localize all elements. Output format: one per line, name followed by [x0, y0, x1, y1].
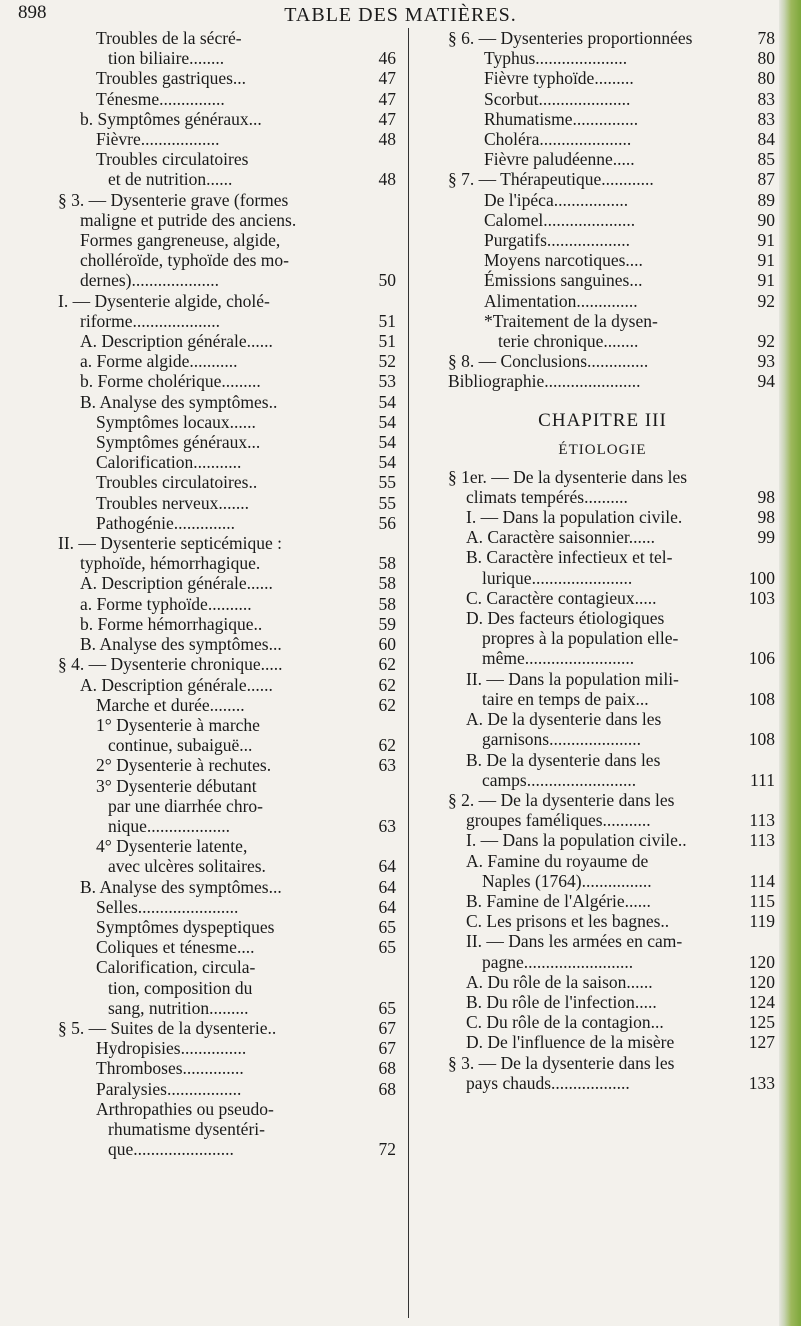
toc-entry-text: sang, nutrition......... — [108, 997, 249, 1018]
toc-entry-text: même......................... — [482, 648, 635, 669]
toc-entry-page: 55 — [378, 472, 396, 493]
toc-entry-text: Purgatifs................... — [484, 230, 630, 251]
toc-entry — [430, 250, 775, 270]
toc-entry-text: pays chauds.................. — [466, 1072, 630, 1093]
toc-entry — [58, 1139, 396, 1159]
toc-entry-text: Paralysies................. — [96, 1078, 242, 1099]
toc-entry — [430, 487, 775, 507]
toc-entry-page: 51 — [378, 331, 396, 352]
toc-entry-text: que....................... — [108, 1139, 234, 1160]
toc-entry-page: 72 — [378, 1139, 396, 1160]
toc-entry — [430, 1053, 775, 1073]
toc-entry — [58, 937, 396, 957]
toc-entry-page: 119 — [749, 911, 775, 932]
toc-entry-text: II. — Dans les armées en cam- — [466, 931, 683, 952]
toc-entry — [430, 89, 775, 109]
toc-entry — [58, 634, 396, 654]
toc-entry-text: C. Les prisons et les bagnes.. — [466, 911, 670, 932]
toc-entry-text: § 3. — De la dysenterie dans les — [448, 1052, 675, 1073]
toc-entry-text: Fièvre.................. — [96, 129, 220, 150]
toc-entry-page: 111 — [750, 769, 775, 790]
toc-entry — [430, 230, 775, 250]
toc-entry — [430, 527, 775, 547]
toc-entry-page: 55 — [378, 492, 396, 513]
toc-entry — [58, 230, 396, 250]
toc-entry-text: Symptômes dyspeptiques — [96, 916, 275, 937]
toc-entry — [58, 351, 396, 371]
toc-entry-page: 63 — [378, 815, 396, 836]
toc-entry-text: Choléra..................... — [484, 129, 632, 150]
toc-entry — [58, 129, 396, 149]
toc-entry-page: 64 — [378, 876, 396, 897]
toc-entry — [58, 715, 396, 735]
toc-entry-page: 62 — [378, 694, 396, 715]
toc-entry-page: 103 — [748, 587, 775, 608]
toc-entry-page: 87 — [757, 169, 775, 190]
toc-entry — [58, 149, 396, 169]
toc-entry-page: 46 — [378, 48, 396, 69]
toc-entry-text: a. Forme algide........... — [80, 351, 238, 372]
toc-entry-text: Pathogénie.............. — [96, 512, 236, 533]
toc-entry-text: riforme.................... — [80, 310, 220, 331]
toc-entry-page: 100 — [748, 567, 775, 588]
toc-entry — [58, 48, 396, 68]
toc-entry-page: 91 — [757, 230, 775, 251]
divider — [408, 28, 409, 1318]
toc-entry-text: Typhus..................... — [484, 48, 628, 69]
toc-entry-text: b. Forme cholérique......... — [80, 371, 261, 392]
toc-entry-text: Symptômes locaux...... — [96, 411, 256, 432]
page-edge — [779, 0, 801, 1326]
toc-entry-text: II. — Dans la population mili- — [466, 668, 679, 689]
toc-entry-text: typhoïde, hémorrhagique. — [80, 553, 261, 574]
toc-entry-text: Calorification, circula- — [96, 957, 256, 978]
toc-entry — [58, 573, 396, 593]
toc-entry — [430, 608, 775, 628]
toc-entry — [430, 588, 775, 608]
toc-entry — [58, 493, 396, 513]
toc-entry-text: B. Famine de l'Algérie...... — [466, 890, 651, 911]
toc-entry — [430, 709, 775, 729]
toc-entry — [430, 270, 775, 290]
toc-entry-page: 58 — [378, 593, 396, 614]
toc-entry-text: Naples (1764)................ — [482, 870, 652, 891]
toc-entry-text: terie chronique........ — [498, 331, 639, 352]
toc-entry-page: 127 — [748, 1032, 775, 1053]
toc-entry-text: A. Du rôle de la saison...... — [466, 971, 653, 992]
toc-entry-text: b. Symptômes généraux... — [80, 108, 262, 129]
toc-entry-page: 99 — [757, 527, 775, 548]
toc-entry-page: 67 — [378, 1038, 396, 1059]
toc-entry-text: B. Analyse des symptômes... — [80, 876, 282, 897]
toc-entry-text: Thromboses.............. — [96, 1058, 244, 1079]
toc-entry-text: § 1er. — De la dysenterie dans les — [448, 466, 688, 487]
toc-right-column — [430, 28, 775, 1093]
toc-entry-page: 47 — [378, 88, 396, 109]
toc-entry — [58, 998, 396, 1018]
toc-entry-text: tion biliaire........ — [108, 48, 225, 69]
toc-entry — [58, 89, 396, 109]
toc-entry-page: 62 — [378, 654, 396, 675]
toc-entry-text: Émissions sanguines... — [484, 270, 643, 291]
chapter-subtitle: ÉTIOLOGIE — [558, 441, 647, 458]
toc-entry — [430, 972, 775, 992]
toc-entry-text: Hydropisies............... — [96, 1038, 247, 1059]
toc-entry-page: 90 — [757, 209, 775, 230]
toc-entry — [430, 190, 775, 210]
toc-entry — [430, 351, 775, 371]
toc-entry — [58, 1058, 396, 1078]
toc-entry — [58, 1079, 396, 1099]
toc-entry — [430, 210, 775, 230]
toc-entry — [430, 911, 775, 931]
toc-entry-page: 54 — [378, 452, 396, 473]
toc-entry-text: C. Du rôle de la contagion... — [466, 1012, 664, 1033]
toc-entry — [430, 628, 775, 648]
toc-entry-text: dernes).................... — [80, 270, 220, 291]
toc-entry-text: Moyens narcotiques.... — [484, 250, 643, 271]
toc-entry-page: 54 — [378, 432, 396, 453]
toc-entry — [430, 1032, 775, 1052]
toc-entry-text: Marche et durée........ — [96, 694, 245, 715]
toc-entry-text: avec ulcères solitaires. — [108, 856, 266, 877]
toc-entry — [58, 412, 396, 432]
toc-entry-text: Troubles gastriques... — [96, 68, 247, 89]
toc-entry — [58, 1038, 396, 1058]
toc-entry — [430, 648, 775, 668]
toc-entry-page: 124 — [748, 991, 775, 1012]
toc-entry — [430, 28, 775, 48]
toc-entry — [58, 210, 396, 230]
toc-entry — [430, 467, 775, 487]
toc-entry — [58, 1099, 396, 1119]
toc-entry — [430, 851, 775, 871]
toc-entry-page: 93 — [757, 351, 775, 372]
toc-entry-page: 113 — [749, 830, 775, 851]
toc-entry — [430, 830, 775, 850]
toc-entry — [58, 856, 396, 876]
toc-entry — [430, 750, 775, 770]
toc-entry-text: § 5. — Suites de la dysenterie.. — [58, 1017, 277, 1038]
toc-entry-text: climats tempérés.......... — [466, 486, 628, 507]
toc-entry-page: 54 — [378, 391, 396, 412]
page-number: 898 — [18, 2, 47, 23]
toc-entry-text: A. Description générale...... — [80, 331, 273, 352]
toc-entry-text: Troubles circulatoires — [96, 149, 249, 170]
toc-entry — [58, 877, 396, 897]
toc-entry-text: 4° Dysenterie latente, — [96, 836, 248, 857]
toc-entry-text: b. Forme hémorrhagique.. — [80, 613, 263, 634]
toc-entry-text: B. Analyse des symptômes.. — [80, 391, 278, 412]
toc-entry — [58, 331, 396, 351]
toc-entry — [58, 978, 396, 998]
toc-entry-text: Troubles circulatoires.. — [96, 472, 258, 493]
toc-entry — [58, 594, 396, 614]
toc-entry — [58, 957, 396, 977]
toc-entry — [430, 291, 775, 311]
toc-entry — [430, 992, 775, 1012]
toc-entry-page: 58 — [378, 553, 396, 574]
toc-entry-page: 64 — [378, 896, 396, 917]
toc-entry — [430, 669, 775, 689]
toc-entry-page: 62 — [378, 674, 396, 695]
toc-entry-page: 48 — [378, 129, 396, 150]
toc-entry — [58, 291, 396, 311]
toc-entry-page: 78 — [757, 28, 775, 48]
toc-entry-text: Rhumatisme............... — [484, 108, 639, 129]
toc-entry — [58, 755, 396, 775]
toc-entry-text: Fièvre paludéenne..... — [484, 149, 635, 170]
toc-entry-page: 67 — [378, 1017, 396, 1038]
toc-entry — [430, 810, 775, 830]
toc-entry-page: 52 — [378, 351, 396, 372]
toc-entry-text: D. De l'influence de la misère — [466, 1032, 675, 1053]
toc-entry-page: 108 — [748, 729, 775, 750]
toc-entry-page: 98 — [757, 507, 775, 528]
toc-entry-text: A. Description générale...... — [80, 573, 273, 594]
toc-entry-text: § 8. — Conclusions.............. — [448, 351, 649, 372]
toc-entry-text: § 7. — Thérapeutique............ — [448, 169, 654, 190]
toc-entry-page: 64 — [378, 856, 396, 877]
toc-entry-page: 108 — [748, 688, 775, 709]
toc-entry — [58, 776, 396, 796]
toc-entry-page: 65 — [378, 997, 396, 1018]
toc-entry-text: taire en temps de paix... — [482, 688, 649, 709]
toc-entry — [430, 547, 775, 567]
running-head: TABLE DES MATIÈRES. — [284, 4, 517, 26]
toc-entry-text: 2° Dysenterie à rechutes. — [96, 755, 272, 776]
toc-entry-text: Calorification........... — [96, 452, 242, 473]
toc-entry-page: 120 — [748, 971, 775, 992]
toc-entry-text: Bibliographie...................... — [448, 371, 641, 392]
toc-entry-text: Scorbut..................... — [484, 88, 631, 109]
toc-entry-text: Troubles nerveux....... — [96, 492, 249, 513]
toc-entry-text: A. Description générale...... — [80, 674, 273, 695]
toc-entry-text: Alimentation.............. — [484, 290, 638, 311]
toc-entry-text: De l'ipéca................. — [484, 189, 629, 210]
toc-entry-text: A. De la dysenterie dans les — [466, 709, 662, 730]
toc-entry-text: Fièvre typhoïde......... — [484, 68, 634, 89]
toc-entry — [58, 553, 396, 573]
toc-entry-text: rhumatisme dysentéri- — [108, 1118, 265, 1139]
toc-entry — [58, 675, 396, 695]
toc-entry-text: pagne......................... — [482, 951, 634, 972]
toc-entry-page: 68 — [378, 1058, 396, 1079]
toc-entry-text: maligne et putride des anciens. — [80, 209, 297, 230]
toc-entry — [430, 149, 775, 169]
toc-entry-text: Troubles de la sécré- — [96, 28, 242, 48]
toc-entry-page: 84 — [757, 129, 775, 150]
chapter-title: CHAPITRE III — [538, 409, 667, 431]
toc-entry-text: Ténesme............... — [96, 88, 225, 109]
toc-entry-page: 80 — [757, 48, 775, 69]
toc-entry-page: 54 — [378, 411, 396, 432]
toc-entry-page: 48 — [378, 169, 396, 190]
toc-entry-page: 120 — [748, 951, 775, 972]
toc-entry-text: Arthropathies ou pseudo- — [96, 1098, 274, 1119]
toc-entry — [58, 1119, 396, 1139]
toc-entry-text: § 2. — De la dysenterie dans les — [448, 789, 675, 810]
toc-entry — [430, 507, 775, 527]
toc-entry-page: 50 — [378, 270, 396, 291]
toc-entry — [430, 568, 775, 588]
toc-entry — [430, 729, 775, 749]
toc-entry-text: B. Caractère infectieux et tel- — [466, 547, 673, 568]
toc-entry — [430, 311, 775, 331]
toc-entry-page: 51 — [378, 310, 396, 331]
toc-entry-text: *Traitement de la dysen- — [484, 310, 658, 331]
toc-entry-page: 80 — [757, 68, 775, 89]
toc-entry-text: Symptômes généraux... — [96, 432, 261, 453]
toc-entry-text: D. Des facteurs étiologiques — [466, 608, 665, 629]
toc-entry-text: C. Caractère contagieux..... — [466, 587, 657, 608]
toc-entry-text: § 3. — Dysenterie grave (formes — [58, 189, 289, 210]
toc-entry — [430, 68, 775, 88]
toc-entry — [58, 109, 396, 129]
toc-entry-text: I. — Dans la population civile.. — [466, 830, 687, 851]
toc-entry-text: B. De la dysenterie dans les — [466, 749, 661, 770]
toc-entry-page: 89 — [757, 189, 775, 210]
toc-entry-page: 85 — [757, 149, 775, 170]
toc-entry-text: A. Caractère saisonnier...... — [466, 527, 656, 548]
toc-entry-page: 91 — [757, 250, 775, 271]
toc-entry — [58, 392, 396, 412]
toc-entry — [58, 68, 396, 88]
toc-entry-page: 92 — [757, 331, 775, 352]
toc-entry — [430, 169, 775, 189]
toc-entry-text: A. Famine du royaume de — [466, 850, 649, 871]
toc-entry — [58, 250, 396, 270]
toc-entry — [58, 432, 396, 452]
toc-entry-text: tion, composition du — [108, 977, 253, 998]
toc-entry — [58, 190, 396, 210]
toc-entry-page: 65 — [378, 916, 396, 937]
toc-entry — [430, 371, 775, 391]
toc-entry-page: 53 — [378, 371, 396, 392]
toc-entry-text: lurique....................... — [482, 567, 633, 588]
toc-entry-text: par une diarrhée chro- — [108, 795, 263, 816]
toc-entry-text: Calomel..................... — [484, 209, 636, 230]
toc-entry-page: 94 — [757, 371, 775, 392]
toc-entry-text: 3° Dysenterie débutant — [96, 775, 257, 796]
toc-entry-page: 114 — [749, 870, 775, 891]
toc-entry-page: 63 — [378, 755, 396, 776]
toc-entry — [430, 931, 775, 951]
toc-entry-page: 59 — [378, 613, 396, 634]
toc-entry-page: 47 — [378, 68, 396, 89]
toc-entry — [58, 695, 396, 715]
toc-entry-text: I. — Dans la population civile. — [466, 507, 683, 528]
toc-entry-text: groupes faméliques........... — [466, 810, 651, 831]
toc-entry — [430, 48, 775, 68]
toc-entry — [430, 891, 775, 911]
toc-entry-page: 47 — [378, 108, 396, 129]
toc-entry — [430, 109, 775, 129]
toc-entry-text: § 6. — Dysenteries proportionnées — [448, 28, 693, 48]
toc-entry-text: I. — Dysenterie algide, cholé- — [58, 290, 270, 311]
toc-entry — [58, 533, 396, 553]
toc-entry-text: 1° Dysenterie à marche — [96, 714, 260, 735]
toc-entry — [58, 614, 396, 634]
toc-entry-page: 60 — [378, 634, 396, 655]
toc-entry-page: 115 — [749, 890, 775, 911]
toc-entry — [58, 836, 396, 856]
toc-entry-text: Selles....................... — [96, 896, 239, 917]
toc-entry — [58, 796, 396, 816]
toc-entry-page: 62 — [378, 735, 396, 756]
toc-entry-text: B. Analyse des symptômes... — [80, 634, 282, 655]
toc-entry — [58, 513, 396, 533]
toc-entry-text: camps......................... — [482, 769, 637, 790]
toc-entry-page: 133 — [748, 1072, 775, 1093]
toc-entry-text: § 4. — Dysenterie chronique..... — [58, 654, 283, 675]
toc-entry-page: 65 — [378, 937, 396, 958]
toc-entry — [58, 452, 396, 472]
toc-entry-page: 91 — [757, 270, 775, 291]
toc-entry-page: 58 — [378, 573, 396, 594]
toc-entry-page: 125 — [748, 1012, 775, 1033]
toc-entry-text: et de nutrition...... — [108, 169, 233, 190]
toc-left-column — [58, 28, 396, 1159]
toc-entry — [58, 1018, 396, 1038]
toc-entry — [58, 917, 396, 937]
toc-entry-text: continue, subaiguë... — [108, 735, 253, 756]
toc-entry — [430, 770, 775, 790]
toc-entry-text: Formes gangreneuse, algide, — [80, 230, 281, 251]
toc-entry-page: 56 — [378, 512, 396, 533]
toc-entry-page: 113 — [749, 810, 775, 831]
toc-entry — [430, 952, 775, 972]
toc-entry — [430, 129, 775, 149]
toc-entry — [430, 1012, 775, 1032]
toc-entry-page: 98 — [757, 486, 775, 507]
toc-entry — [58, 735, 396, 755]
toc-entry — [430, 1073, 775, 1093]
toc-entry-text: cholléroïde, typhoïde des mo- — [80, 250, 289, 271]
toc-entry — [58, 654, 396, 674]
toc-entry — [58, 816, 396, 836]
toc-entry-text: propres à la population elle- — [482, 628, 679, 649]
toc-entry-page: 106 — [748, 648, 775, 669]
toc-entry-page: 83 — [757, 108, 775, 129]
toc-entry-page: 83 — [757, 88, 775, 109]
toc-entry — [58, 169, 396, 189]
toc-entry — [430, 689, 775, 709]
toc-entry — [58, 472, 396, 492]
toc-entry — [430, 331, 775, 351]
toc-entry-page: 92 — [757, 290, 775, 311]
toc-entry-text: garnisons..................... — [482, 729, 641, 750]
toc-entry — [430, 871, 775, 891]
toc-entry — [430, 790, 775, 810]
toc-entry-text: II. — Dysenterie septicémique : — [58, 533, 283, 554]
toc-entry — [58, 270, 396, 290]
toc-entry-text: B. Du rôle de l'infection..... — [466, 991, 657, 1012]
toc-entry — [58, 897, 396, 917]
toc-entry-text: Coliques et ténesme.... — [96, 937, 255, 958]
toc-entry-page: 68 — [378, 1078, 396, 1099]
toc-entry-text: a. Forme typhoïde.......... — [80, 593, 252, 614]
toc-entry-text: nique................... — [108, 815, 231, 836]
toc-entry — [58, 28, 396, 48]
toc-entry — [58, 311, 396, 331]
toc-entry — [58, 371, 396, 391]
